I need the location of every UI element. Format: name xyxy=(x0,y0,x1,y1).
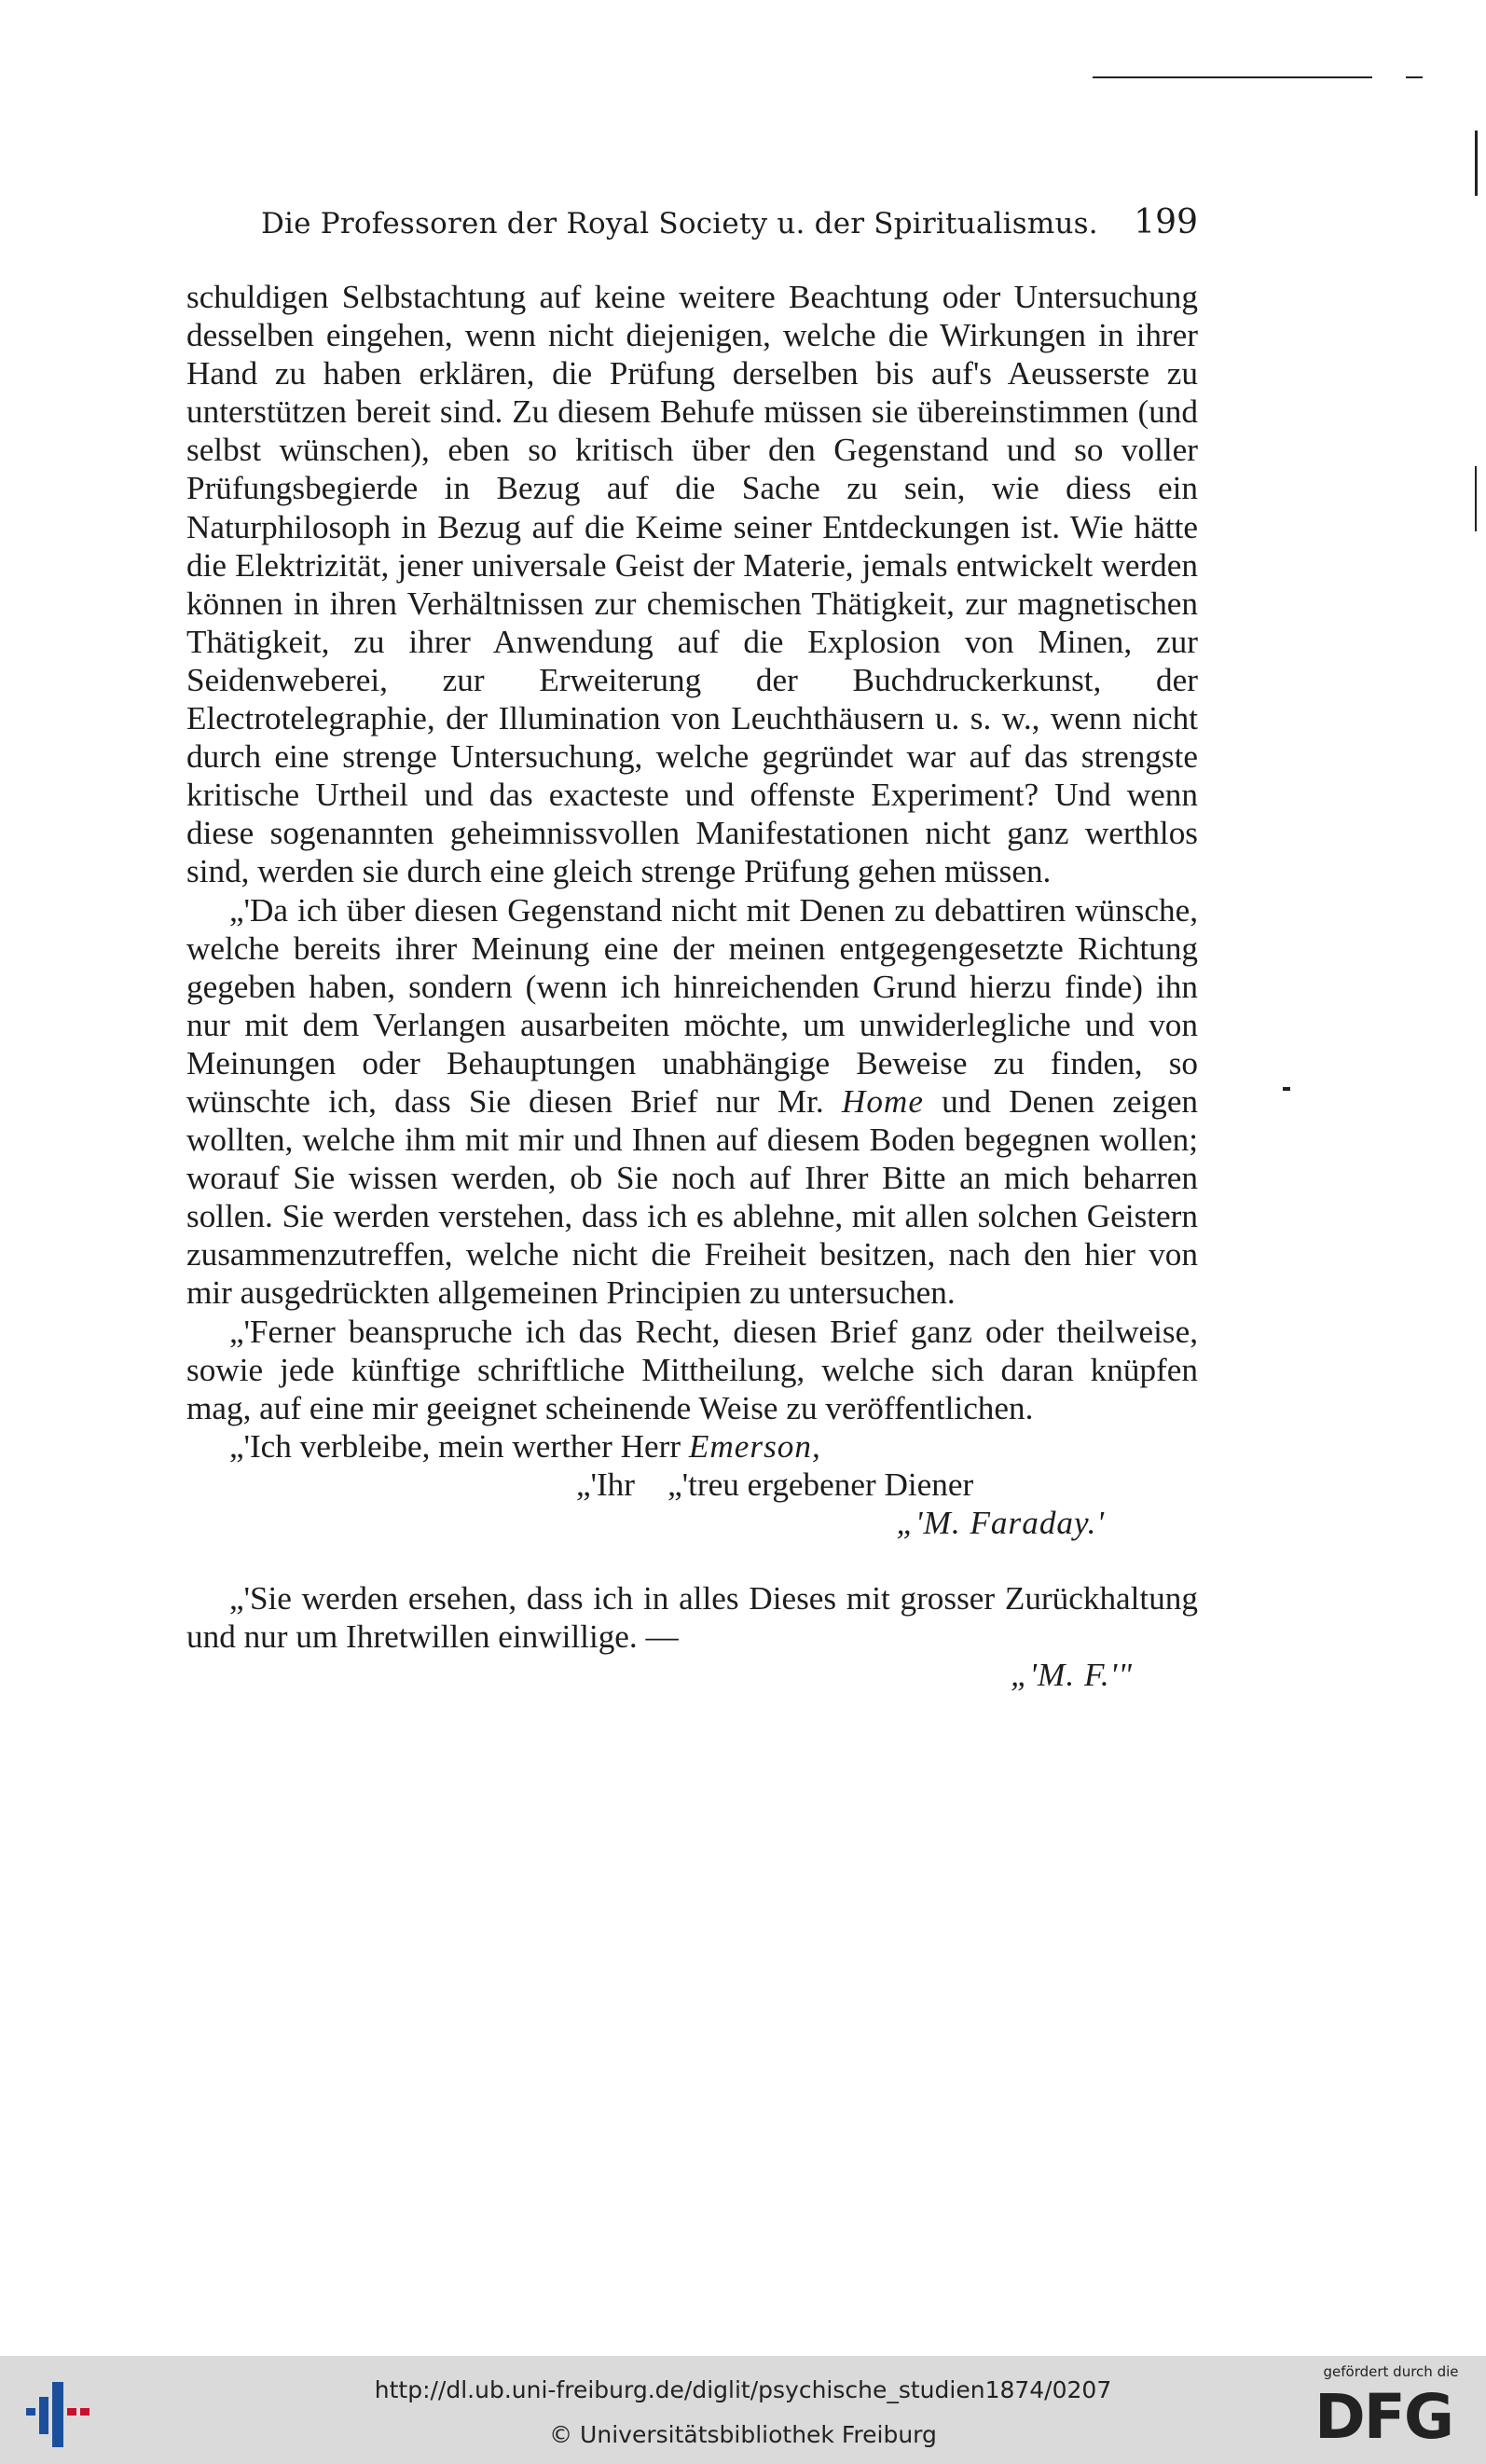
body-text xyxy=(186,278,1198,1694)
scan-artifact-dot xyxy=(1283,1087,1290,1091)
running-header xyxy=(186,200,1198,255)
paragraph-2-continued: und Denen zeigen wollten, welche ihm mit mir und Ihnen auf diesem Boden begegnen wollen; worauf Sie wissen werden, ob Sie noch auf Ihrer Bitte an mich beharren sollen. Sie werden verstehen, dass ich es ablehne, mit allen solchen Geistern zusammenzutreffen, welche nicht die Freiheit besitzen, nach den hier von mir ausgedrückten allgemeinen Principien zu untersuchen. xyxy=(186,1082,1199,1312)
signature-name: „'M. Faraday.' xyxy=(896,1505,1105,1541)
signature-initials: „'M. F.'" xyxy=(1010,1657,1133,1694)
name-home: Home xyxy=(841,1082,924,1120)
running-title: Die Professoren der Royal Society u. der Spiritualismus. xyxy=(261,207,1098,241)
closing-line xyxy=(186,1427,1198,1466)
dfg-logo: DFG xyxy=(1314,2381,1453,2453)
scan-artifact-right-mark-lower xyxy=(1475,466,1477,531)
signature-line-1: „'Ihr „'treu ergebener Diener xyxy=(576,1466,974,1503)
paragraph-2 xyxy=(186,891,1198,1313)
paragraph-3: „'Ferner beanspruche ich das Recht, diesen Brief ganz oder theilweise, sowie jede künftige schriftliche Mittheilung, welche sich daran knüpfen mag, auf eine mir geeignet scheinende Weise zu veröffentlichen. xyxy=(186,1313,1198,1426)
scan-artifact-right-mark xyxy=(1475,131,1478,196)
dfg-caption: gefördert durch die xyxy=(1323,2363,1459,2380)
paragraph-2-text: „'Da ich über diesen Gegenstand nicht mit Denen zu debattiren wünsche, welche bereits ihrer Meinung eine der meinen entgegengesetzte Richtung gegeben haben, sondern (wenn ich hinreichenden Grund hierzu finde) ihn nur mit dem Verlangen ausarbeiten möchte, um unwiderlegliche und von Meinungen oder Behauptungen unabhängige Beweise zu finden, so wünschte ich, dass Sie diesen Brief nur Mr. xyxy=(186,891,1198,1120)
paragraph-1: schuldigen Selbstachtung auf keine weitere Beachtung oder Untersuchung desselben eingehen, wenn nicht diejenigen, welche die Wirkungen in ihrer Hand zu haben erklären, die Prüfung derselben bis auf's Aeusserste zu unterstützen bereit sind. Zu diesem Behufe müssen sie übereinstimmen (und selbst wünschen), eben so kritisch über den Gegenstand und so voller Prüfungsbegierde in Bezug auf die Sache zu sein, wie diess ein Naturphilosoph in Bezug auf die Keime seiner Entdeckungen ist. Wie hätte die Elektrizität, jener universale Geist der Materie, jemals entwickelt werden können in ihren Verhältnissen zur chemischen Thätigkeit, zur magnetischen Thätigkeit, zu ihrer Anwendung auf die Explosion von Minen, zur Seidenweberei, zur Erweiterung der Buchdruckerkunst, der Electrotelegraphie, der Illumination von Leuchthäusern u. s. w., wenn nicht durch eine strenge Untersuchung, welche gegründet war auf das strengste kritische Urtheil und das exacteste und offenste Experiment? Und wenn diese sogenannten geheimnissvollen Manifestationen nicht ganz werthlos sind, werden sie durch eine gleich strenge Prüfung gehen müssen. xyxy=(186,279,1198,890)
scan-artifact-top-dash xyxy=(1406,76,1423,78)
spacer xyxy=(186,1542,1198,1579)
name-emerson: Emerson, xyxy=(688,1427,821,1465)
footer-bar xyxy=(0,2356,1486,2464)
page-number: 199 xyxy=(1134,203,1198,241)
scan-artifact-top-line xyxy=(1093,76,1372,78)
closing-text: „'Ich verbleibe, mein werther Herr xyxy=(229,1427,681,1465)
copyright-notice: © Universitätsbibliothek Freiburg xyxy=(549,2421,937,2448)
permalink-url[interactable]: http://dl.ub.uni-freiburg.de/diglit/psychische_studien1874/0207 xyxy=(374,2376,1112,2403)
dfg-sponsor xyxy=(1307,2363,1475,2460)
postscript: „'Sie werden ersehen, dass ich in alles Dieses mit grosser Zurückhaltung und nur um Ihretwillen einwillige. — xyxy=(186,1580,1198,1656)
